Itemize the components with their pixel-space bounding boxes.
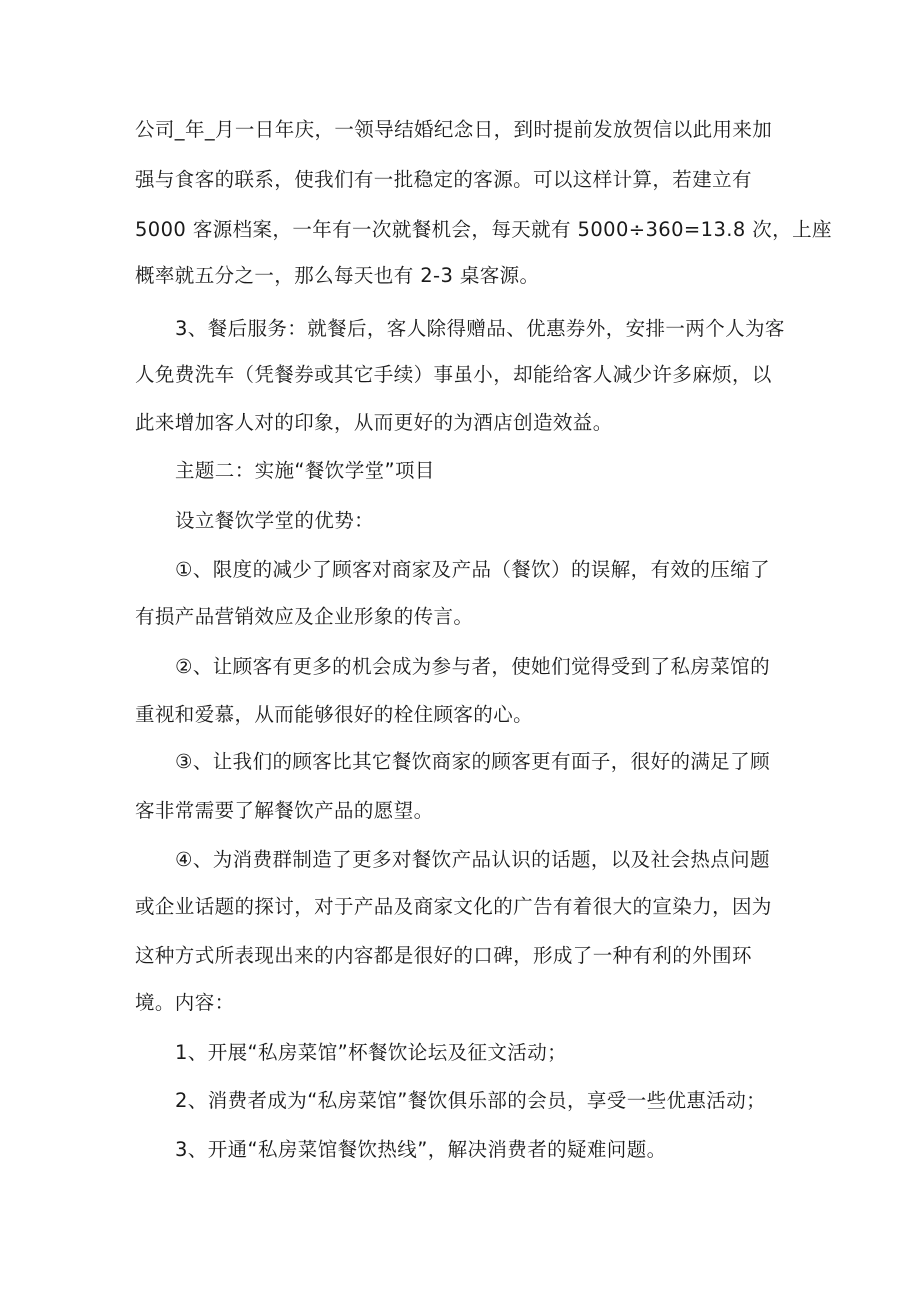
section-heading: 主题二：实施“餐饮学堂”项目 xyxy=(175,459,435,482)
list-item-line: 境。内容： xyxy=(135,991,235,1014)
body-text-line: 设立餐饮学堂的优势： xyxy=(175,509,375,532)
list-item-line: 重视和爱慕，从而能够很好的栓住顾客的心。 xyxy=(135,703,534,726)
body-text-line: 概率就五分之一，那么每天也有 2-3 桌客源。 xyxy=(135,264,540,287)
list-item-line: ④、为消费群制造了更多对餐饮产品认识的话题，以及社会热点问题 xyxy=(175,848,770,871)
list-item-line: ③、让我们的顾客比其它餐饮商家的顾客更有面子，很好的满足了顾 xyxy=(175,750,770,773)
body-text-line: 强与食客的联系，使我们有一批稳定的客源。可以这样计算，若建立有 xyxy=(135,168,752,191)
body-text-line: 此来增加客人对的印象，从而更好的为酒店创造效益。 xyxy=(135,411,613,434)
list-item-line: ②、让顾客有更多的机会成为参与者，使她们觉得受到了私房菜馆的 xyxy=(175,655,770,678)
list-item-line: 或企业话题的探讨，对于产品及商家文化的广告有着很大的宣染力，因为 xyxy=(135,895,772,918)
list-item-line: 3、开通“私房菜馆餐饮热线”，解决消费者的疑难问题。 xyxy=(175,1138,667,1161)
list-item-line: 1、开展“私房菜馆”杯餐饮论坛及征文活动； xyxy=(175,1041,568,1064)
list-item-line: 有损产品营销效应及企业形象的传言。 xyxy=(135,605,474,628)
body-text-line: 公司_年_月一日年庆，一领导结婚纪念日，到时提前发放贺信以此用来加 xyxy=(135,118,773,141)
list-item-line: 客非常需要了解餐饮产品的愿望。 xyxy=(135,799,434,822)
list-item-line: 2、消费者成为“私房菜馆”餐饮俱乐部的会员，享受一些优惠活动； xyxy=(175,1089,767,1112)
body-text-line: 3、餐后服务：就餐后，客人除得赠品、优惠券外，安排一两个人为客 xyxy=(175,317,785,340)
list-item-line: ①、限度的减少了顾客对商家及产品（餐饮）的误解，有效的压缩了 xyxy=(175,558,770,581)
body-text-line: 5000 客源档案，一年有一次就餐机会，每天就有 5000÷360=13.8 次，上座 xyxy=(135,218,832,241)
list-item-line: 这种方式所表现出来的内容都是很好的口碑，形成了一种有利的外围环 xyxy=(135,944,752,967)
body-text-line: 人免费洗车（凭餐券或其它手续）事虽小，却能给客人减少许多麻烦，以 xyxy=(135,363,772,386)
